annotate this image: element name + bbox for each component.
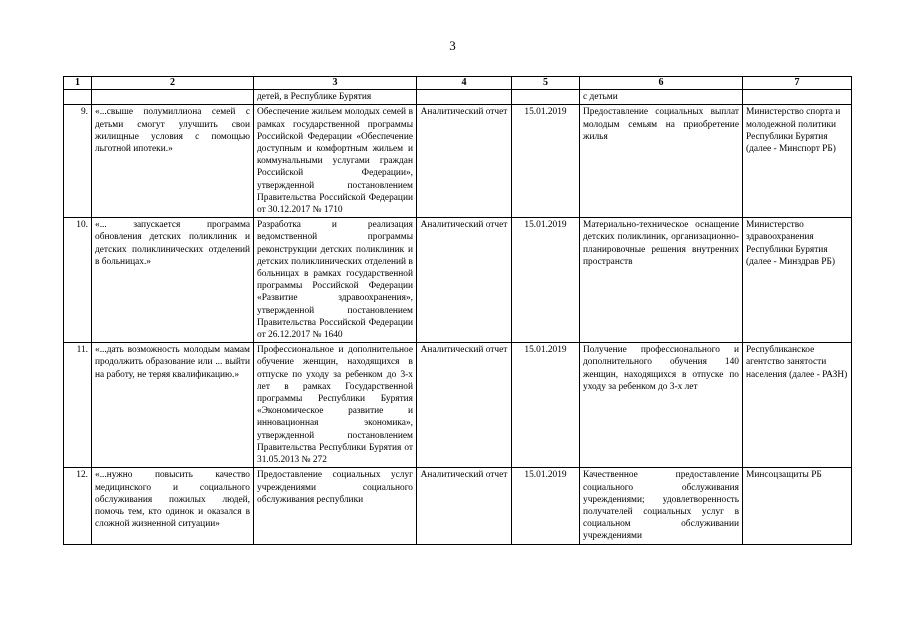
report-form-cell: Аналитический отчет xyxy=(417,105,512,218)
header-cell: 3 xyxy=(254,77,417,90)
continuation-result: с детьми xyxy=(580,90,743,105)
header-cell: 7 xyxy=(743,77,852,90)
result-cell: Получение профессионального и дополнительного обучения 140 женщин, находящихся в отпуске по уходу за ребенком до 3-х лет xyxy=(580,343,743,468)
quote-cell: «... запускается программа обновления детских поликлиник и детских поликлинических отделений в больницах.» xyxy=(92,218,254,343)
header-cell: 5 xyxy=(512,77,580,90)
table-row xyxy=(64,468,852,544)
header-cell: 2 xyxy=(92,77,254,90)
table-cell xyxy=(92,90,254,105)
quote-cell: «...нужно повысить качество медицинского и социального обслуживания пожилых людей, помочь тем, кто одинок и оказался в сложной жизненной ситуации» xyxy=(92,468,254,544)
date-cell: 15.01.2019 xyxy=(512,218,580,343)
result-cell: Предоставление социальных выплат молодым семьям на приобретение жилья xyxy=(580,105,743,218)
row-number: 11. xyxy=(64,343,92,468)
header-row xyxy=(64,77,852,90)
row-number: 9. xyxy=(64,105,92,218)
header-cell: 1 xyxy=(64,77,92,90)
date-cell: 15.01.2019 xyxy=(512,105,580,218)
report-form-cell: Аналитический отчет xyxy=(417,218,512,343)
result-cell: Материально-техническое оснащение детских поликлиник, организационно-планировочные решения внутренних пространств xyxy=(580,218,743,343)
row-number: 10. xyxy=(64,218,92,343)
row-number: 12. xyxy=(64,468,92,544)
measures-table xyxy=(63,76,852,545)
table-cell xyxy=(417,90,512,105)
table-cell xyxy=(64,90,92,105)
date-cell: 15.01.2019 xyxy=(512,468,580,544)
quote-cell: «...дать возможность молодым мамам продолжить образование или ... выйти на работу, не теряя квалификацию.» xyxy=(92,343,254,468)
executor-cell: Министерство спорта и молодежной политики Республики Бурятия (далее - Минспорт РБ) xyxy=(743,105,852,218)
measure-cell: Разработка и реализация ведомственной программы реконструкции детских поликлиник и детских поликлинических отделений в больницах в рамках государственной программы Российской Федерации «Развитие здравоохранения», утвержденной постановлением Правительства Российской Федерации от 26.12.2017 № 1640 xyxy=(254,218,417,343)
executor-cell: Министерство здравоохранения Республики Бурятия (далее - Минздрав РБ) xyxy=(743,218,852,343)
executor-cell: Минсоцзащиты РБ xyxy=(743,468,852,544)
quote-cell: «...свыше полумиллиона семей с детьми смогут улучшить свои жилищные условия с помощью льготной ипотеки.» xyxy=(92,105,254,218)
report-form-cell: Аналитический отчет xyxy=(417,343,512,468)
table-row xyxy=(64,105,852,218)
page-number: 3 xyxy=(449,38,456,53)
header-cell: 6 xyxy=(580,77,743,90)
header-cell: 4 xyxy=(417,77,512,90)
date-cell: 15.01.2019 xyxy=(512,343,580,468)
measure-cell: Профессиональное и дополнительное обучение женщин, находящихся в отпуске по уходу за ребенком до 3-х лет в рамках Государственной программы Республики Бурятия «Экономическое развитие и инновационная экономика», утвержденной постановлением Правительства Республики Бурятия от 31.05.2013 № 272 xyxy=(254,343,417,468)
table-cell xyxy=(512,90,580,105)
report-form-cell: Аналитический отчет xyxy=(417,468,512,544)
continuation-measure: детей, в Республике Бурятия xyxy=(254,90,417,105)
result-cell: Качественное предоставление социального обслуживания учреждениями; удовлетворенность получателей социальных услуг в социальном обслуживании учреждениями xyxy=(580,468,743,544)
continuation-row xyxy=(64,90,852,105)
table-cell xyxy=(743,90,852,105)
table-row xyxy=(64,218,852,343)
executor-cell: Республиканское агентство занятости населения (далее - РАЗН) xyxy=(743,343,852,468)
table-row xyxy=(64,343,852,468)
measure-cell: Обеспечение жильем молодых семей в рамках государственной программы Российской Федерации «Обеспечение доступным и комфортным жильем и коммунальными услугами граждан Российской Федерации», утвержденной постановлением Правительства Российской Федерации от 30.12.2017 № 1710 xyxy=(254,105,417,218)
measure-cell: Предоставление социальных услуг учреждениями социального обслуживания республики xyxy=(254,468,417,544)
